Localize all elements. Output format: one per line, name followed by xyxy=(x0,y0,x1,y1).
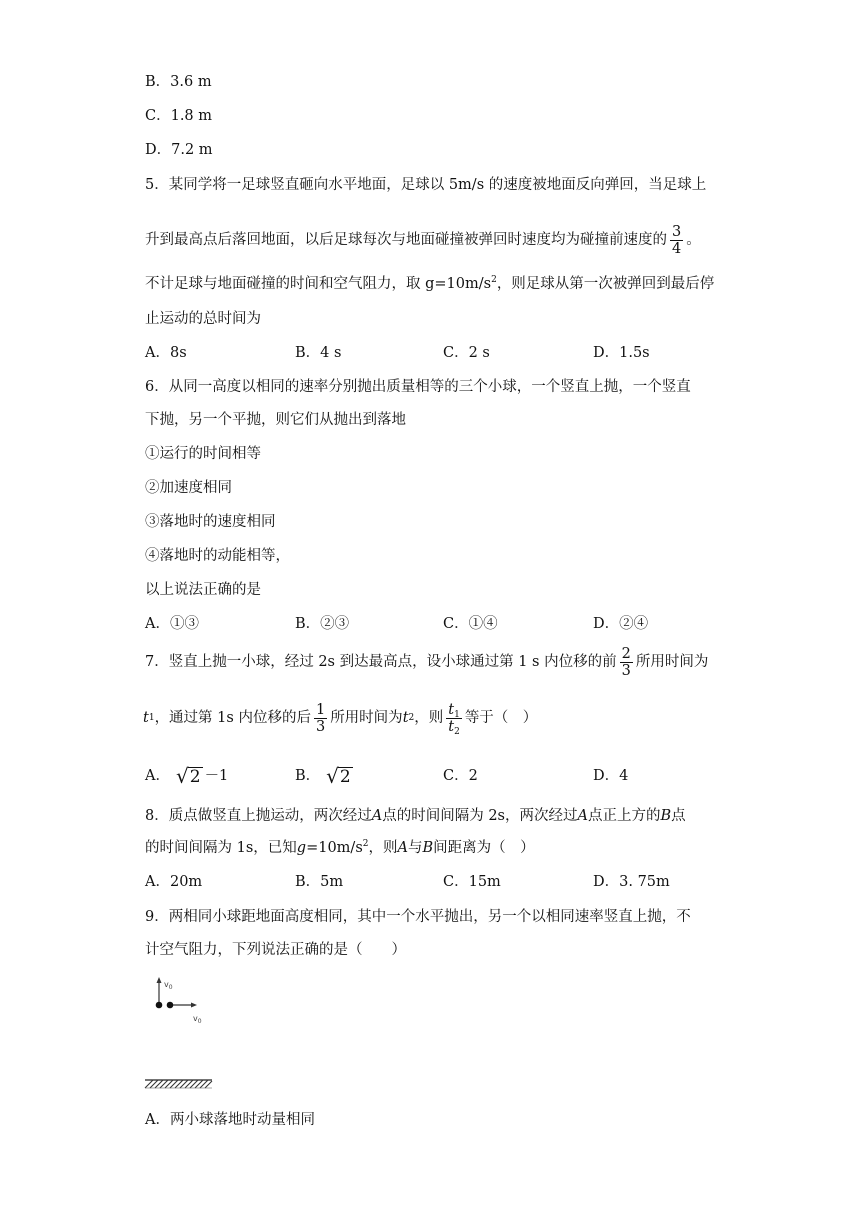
q7-option-b-radicand: 2 xyxy=(339,767,351,787)
q8-point-b2: B xyxy=(422,840,434,856)
q5-option-b: B．4 s xyxy=(295,345,342,361)
q6-option-d: D．②④ xyxy=(593,616,649,632)
q5-stem-line1: 5．某同学将一足球竖直砸向水平地面，足球以 5m/s 的速度被地面反向弹回，当足球上 xyxy=(145,177,707,193)
q8-option-b: B．5m xyxy=(295,874,344,890)
q8-point-a3: A xyxy=(397,840,408,856)
q4-option-b: B．3.6 m xyxy=(145,74,212,90)
q9-label-v0-up: $v_0$ xyxy=(164,980,173,991)
q5-stem-line4: 止运动的总时间为 xyxy=(145,311,261,327)
q8-line2-part3: ，则 xyxy=(368,840,398,856)
q5-line3-sup: 2 xyxy=(491,275,497,285)
q8-line2-part4: 与 xyxy=(407,840,423,856)
q7-ratio-den: t xyxy=(448,718,455,735)
q7-line2-part2: 所用时间为 xyxy=(330,710,403,726)
q8-stem-line1 xyxy=(145,806,686,826)
q5-options xyxy=(145,343,705,363)
q6-statement-4: ④落地时的动能相等， xyxy=(145,548,290,564)
q7-ratio-den-sub: 2 xyxy=(454,726,460,737)
q7-ratio-num: t xyxy=(448,701,455,718)
q8-line1-part1: 8．质点做竖直上抛运动，两次经过 xyxy=(145,808,372,824)
q6-option-a: A．①③ xyxy=(145,616,199,632)
q7-option-a-radicand: 2 xyxy=(189,767,201,787)
q9-option-a: A．两小球落地时动量相同 xyxy=(145,1112,315,1128)
q8-line1-part2: 点的时间间隔为 2s，两次经过 xyxy=(382,808,578,824)
q6-options xyxy=(145,614,705,634)
q6-statement-2: ②加速度相同 xyxy=(145,480,232,496)
q7-option-a-label: A． xyxy=(145,768,170,784)
q7-fraction-two-thirds xyxy=(620,646,633,679)
q5-line2-text: 升到最高点后落回地面，以后足球每次与地面碰撞被弹回时速度均为碰撞前速度的 xyxy=(145,232,667,248)
q5-line3-part2: ，则足球从第一次被弹回到最后停 xyxy=(496,276,715,292)
q7-option-a xyxy=(145,764,228,788)
q8-g: g xyxy=(296,840,307,856)
q8-option-d: D．3. 75m xyxy=(593,874,670,890)
q5-option-a: A．8s xyxy=(145,345,187,361)
q5-fraction xyxy=(670,224,683,257)
q7-ratio-num-sub: 1 xyxy=(454,709,460,720)
q4-option-c: C．1.8 m xyxy=(145,108,213,124)
q5-frac-den: 4 xyxy=(672,240,682,257)
q8-point-a1: A xyxy=(371,808,383,824)
q8-point-b1: B xyxy=(660,808,672,824)
q9-ground-hatch xyxy=(145,1080,212,1088)
q9-figure xyxy=(140,972,230,1094)
q8-line2-part2: =10m/s xyxy=(306,840,363,856)
q8-point-a2: A xyxy=(577,808,588,824)
q7-option-b xyxy=(295,764,353,788)
q9-ball-right xyxy=(167,1002,174,1009)
arrowhead-right-icon xyxy=(191,1003,197,1008)
q7-fraction-ratio xyxy=(446,702,462,735)
q6-option-c: C．①④ xyxy=(443,616,498,632)
q9-label-v0-right: $v_0$ xyxy=(193,1014,202,1025)
q5-line3-part1: 不计足球与地面碰撞的时间和空气阻力，取 g=10m/s xyxy=(145,276,492,292)
q7-stem-line2: t 1 ，通过第 1s 内位移的后 $\frac{1}{3}$ 所用时间为 t 2 ，则 $\frac{t_1}{t_2}$ 等于（ ） xyxy=(143,701,538,737)
q8-option-a: A．20m xyxy=(145,874,203,890)
q7-line1-part2: 所用时间为 xyxy=(635,654,709,670)
q8-line2-part5: 间距离为（ ） xyxy=(433,840,535,856)
q8-stem-line2 xyxy=(145,838,535,858)
q9-stem-line2: 计空气阻力，下列说法正确的是（ ） xyxy=(145,942,406,958)
q8-line1-part4: 点 xyxy=(671,808,686,824)
q8-line2-part1: 的时间间隔为 1s，已知 xyxy=(145,840,297,856)
q6-statement-3: ③落地时的速度相同 xyxy=(145,514,276,530)
q7-option-b-sqrt: √ 2 xyxy=(326,764,351,788)
q5-line2-end: 。 xyxy=(686,232,701,248)
q7-option-c: C．2 xyxy=(443,768,478,784)
q5-stem-line3 xyxy=(145,274,714,294)
q7-option-d: D．4 xyxy=(593,768,629,784)
q7-fraction-one-third xyxy=(314,702,327,735)
q6-stem-line1: 6．从同一高度以相同的速率分别抛出质量相等的三个小球，一个竖直上抛，一个竖直 xyxy=(145,379,691,395)
q5-option-c: C．2 s xyxy=(443,345,490,361)
q7-t2: t xyxy=(402,710,409,726)
q7-options xyxy=(145,764,705,788)
q7-option-a-sqrt: √ 2 xyxy=(175,764,201,788)
q6-option-b: B．②③ xyxy=(295,616,350,632)
q7-line2-part4: 等于（ ） xyxy=(464,710,538,726)
q7-line2-part1: ，通过第 1s 内位移的后 xyxy=(154,710,311,726)
q4-option-d: D．7.2 m xyxy=(145,142,213,158)
q8-options xyxy=(145,872,705,892)
q7-frac1-num: 2 xyxy=(621,645,631,662)
q9-ball-left xyxy=(156,1002,163,1009)
q7-t1: t xyxy=(143,710,149,726)
q5-stem-line2 xyxy=(145,220,701,260)
q7-option-a-tail: －1 xyxy=(204,768,229,784)
q7-stem-line1 xyxy=(145,642,708,682)
q9-stem-line1: 9．两相同小球距地面高度相同，其中一个水平抛出，另一个以相同速率竖直上抛，不 xyxy=(145,909,691,925)
q7-frac1-den: 3 xyxy=(621,662,631,679)
q8-option-c: C．15m xyxy=(443,874,501,890)
arrowhead-up-icon xyxy=(157,977,162,983)
q6-stem-line2: 下抛，另一个平抛，则它们从抛出到落地 xyxy=(145,412,406,428)
q8-line2-sup: 2 xyxy=(362,839,369,849)
q6-statement-1: ①运行的时间相等 xyxy=(145,446,261,462)
q7-option-b-label: B． xyxy=(295,768,321,784)
q7-line1-part1: 7．竖直上抛一小球，经过 2s 到达最高点，设小球通过第 1 s 内位移的前 xyxy=(145,654,617,670)
q7-frac2-den: 3 xyxy=(315,718,326,735)
q6-ask: 以上说法正确的是 xyxy=(145,582,261,598)
q5-frac-num: 3 xyxy=(672,223,682,240)
q7-line2-part3: ，则 xyxy=(414,710,444,726)
q7-frac2-num: 1 xyxy=(315,701,326,718)
q8-line1-part3: 点正上方的 xyxy=(587,808,661,824)
q5-option-d: D．1.5s xyxy=(593,345,650,361)
